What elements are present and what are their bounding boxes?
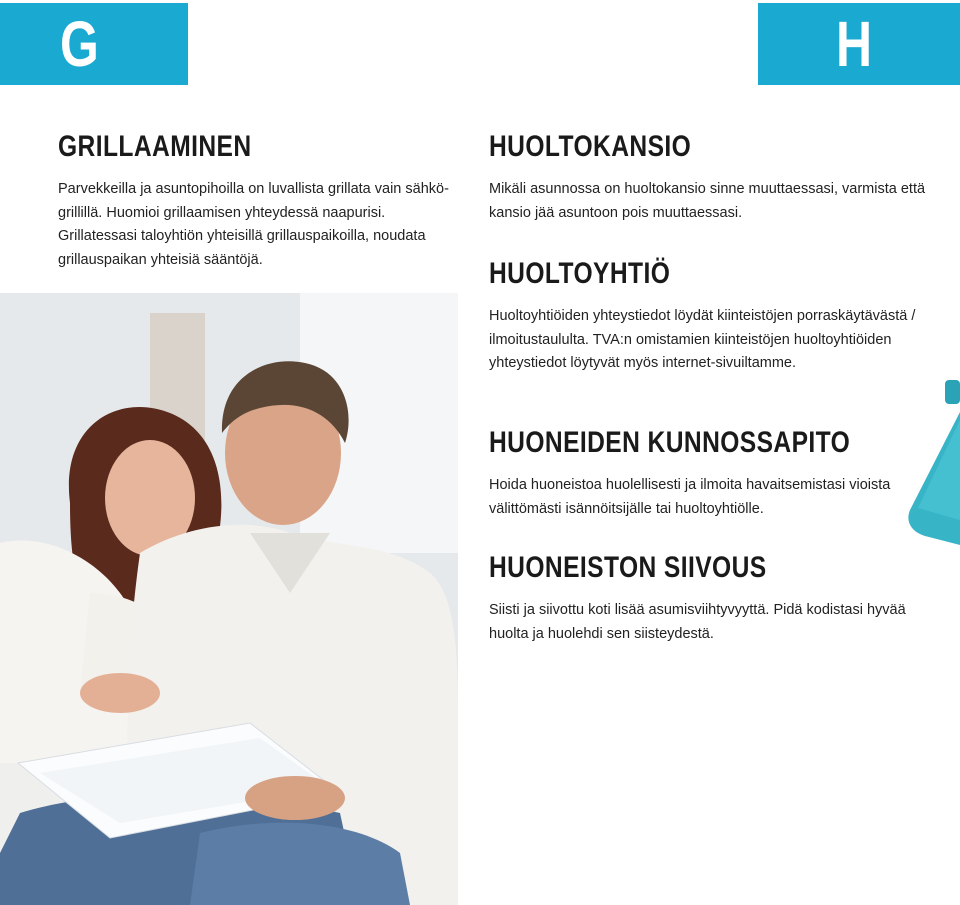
section-title: GRILLAAMINEN	[58, 130, 252, 163]
section-title: HUONEISTON SIIVOUS	[489, 551, 767, 584]
section-title: HUOLTOKANSIO	[489, 130, 692, 163]
section-letter-tab-h	[758, 3, 960, 85]
section-grillaaminen	[58, 130, 458, 272]
section-huoneiston-siivous	[489, 551, 929, 646]
section-huoltokansio	[489, 130, 929, 225]
section-body: Hoida huoneistoa huolellisesti ja ilmoita havaitsemistasi vioista välittömästi isännöitsijälle tai huoltoyhtiölle.	[489, 477, 891, 517]
teal-shape-graphic	[890, 380, 960, 550]
section-body: Parvekkeilla ja asuntopihoilla on luvallista grillata vain sähkö-grillillä. Huomioi grillaamisen yhteydessä naapurisi. Grillatessasi taloyhtiön yhteisillä grillauspaikoilla, noudata grillauspaikan yhteisiä sääntöjä.	[58, 181, 449, 268]
couple-illustration	[0, 293, 458, 905]
section-title: HUONEIDEN KUNNOSSAPITO	[489, 426, 851, 459]
section-huoneiden-kunnossapito	[489, 426, 929, 521]
couple-reading-photo	[0, 293, 458, 905]
section-body: Huoltoyhtiöiden yhteystiedot löydät kiinteistöjen porraskäytävästä / ilmoitustaululta. TVA:n omistamien kiinteistöjen huoltoyhtiöiden yhteystiedot löytyvät myös internet-sivuiltamme.	[489, 308, 916, 371]
section-letter-g: G	[60, 8, 99, 80]
section-title: HUOLTOYHTIÖ	[489, 257, 671, 290]
section-body: Siisti ja siivottu koti lisää asumisviihtyvyyttä. Pidä kodistasi hyvää huolta ja huolehdi sen siisteydestä.	[489, 602, 906, 642]
section-huoltoyhtio	[489, 257, 929, 376]
section-letter-h: H	[836, 8, 873, 80]
section-body: Mikäli asunnossa on huoltokansio sinne muuttaessasi, varmista että kansio jää asuntoon pois muuttaessasi.	[489, 181, 926, 221]
decorative-teal-shape	[890, 380, 960, 550]
section-letter-tab-g	[0, 3, 188, 85]
